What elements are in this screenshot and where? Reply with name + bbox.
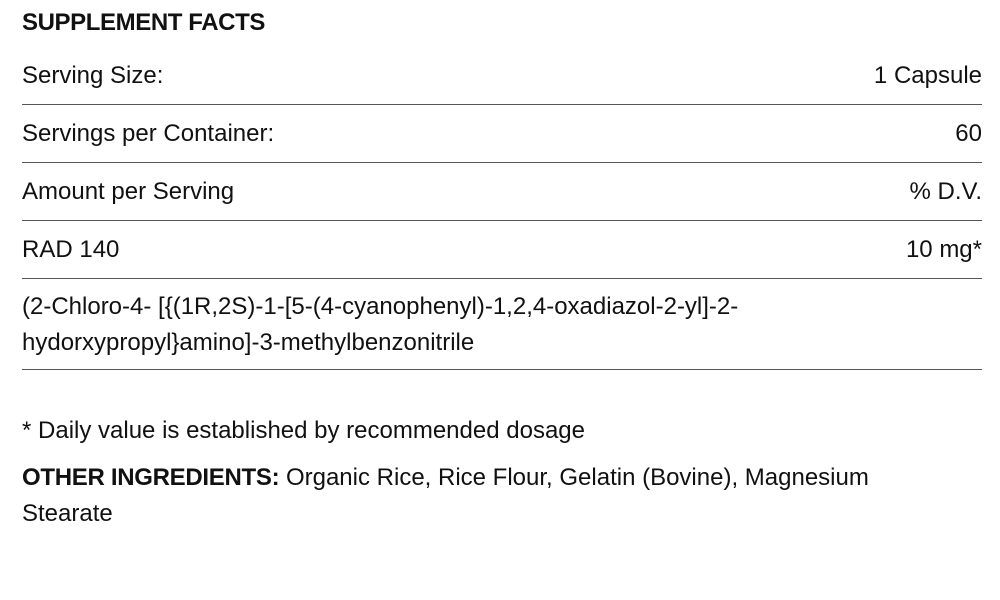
servings-per-container-value: 60 <box>955 120 982 147</box>
serving-size-row <box>22 47 982 105</box>
other-ingredients <box>22 460 922 532</box>
servings-per-container-row <box>22 105 982 163</box>
supplement-facts-title: SUPPLEMENT FACTS <box>22 9 265 36</box>
servings-per-container-label: Servings per Container: <box>22 120 275 147</box>
serving-size-value: 1 Capsule <box>873 62 982 89</box>
amount-per-serving-label: Amount per Serving <box>22 178 235 205</box>
rad140-amount: 10 mg* <box>905 236 982 263</box>
chemical-name: (2-Chloro-4- [{(1R,2S)-1-[5-(4-cyanophenyl)-1,2,4-oxadiazol-2-yl]-2-hydorxypropyl}amino]-3-methylbenzonitrile <box>22 293 739 356</box>
serving-size-label: Serving Size: <box>22 62 164 89</box>
other-ingredients-label: OTHER INGREDIENTS: <box>22 464 280 491</box>
chemical-name-row <box>22 279 982 370</box>
rad140-row <box>22 221 982 279</box>
daily-value-header: % D.V. <box>909 178 982 205</box>
amount-per-serving-row <box>22 163 982 221</box>
other-ingredients-text: Organic Rice, Rice Flour, Gelatin (Bovine), Magnesium Stearate <box>22 464 869 527</box>
rad140-label: RAD 140 <box>22 236 120 263</box>
daily-value-footnote: * Daily value is established by recommended dosage <box>22 417 585 444</box>
